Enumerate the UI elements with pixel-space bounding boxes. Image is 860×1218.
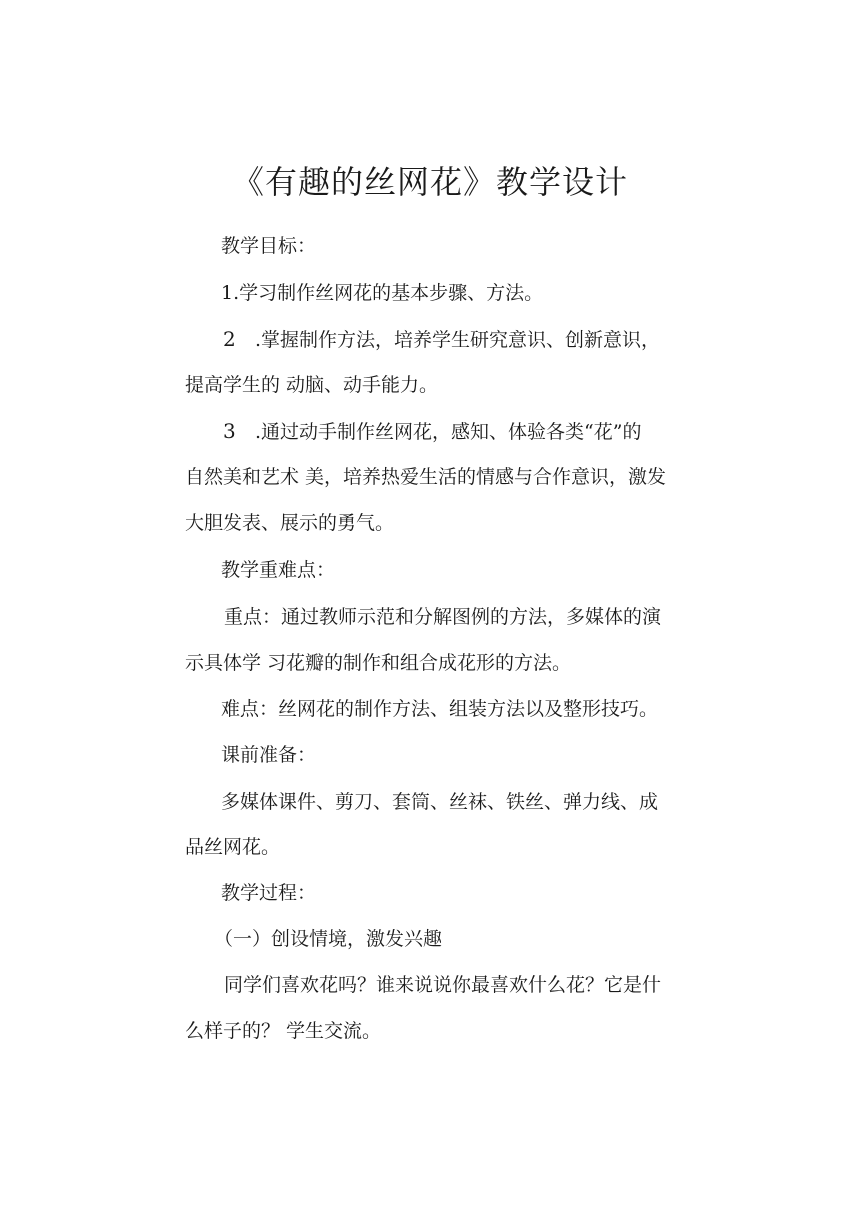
objective-2-line-1 <box>185 327 685 352</box>
prep-line-2: 品丝网花。 <box>185 836 281 858</box>
document-title: 《有趣的丝网花》教学设计 <box>231 163 628 201</box>
prep-line-1: 多媒体课件、剪刀、套筒、丝袜、铁丝、弹力线、成 <box>221 791 659 813</box>
objective-1: 1.学习制作丝网花的基本步骤、方法。 <box>221 282 544 304</box>
objective-3-number: 3 <box>223 419 236 443</box>
objective-3-text: .通过动手制作丝网花，感知、体验各类“花”的 <box>255 421 642 443</box>
section-1-heading: （一）创设情境，激发兴趣 <box>214 928 443 950</box>
section-1-line-2: 么样子的？ 学生交流。 <box>185 1020 382 1042</box>
objective-3-line-3: 大胆发表、展示的勇气。 <box>185 512 395 534</box>
process-heading: 教学过程： <box>221 882 317 904</box>
prep-heading: 课前准备： <box>221 744 317 766</box>
difficulty-line: 难点：丝网花的制作方法、组装方法以及整形技巧。 <box>221 698 659 720</box>
keypoint-line-1: 重点：通过教师示范和分解图例的方法，多媒体的演 <box>224 606 662 628</box>
objective-3-line-1 <box>185 419 685 444</box>
objective-2-text: .掌握制作方法，培养学生研究意识、创新意识， <box>255 329 661 351</box>
objectives-heading: 教学目标： <box>221 235 317 257</box>
objective-3-line-2: 自然美和艺术 美，培养热爱生活的情感与合作意识，激发 <box>185 466 667 488</box>
keypoints-heading: 教学重难点： <box>221 559 336 581</box>
keypoint-line-2: 示具体学 习花瓣的制作和组合成花形的方法。 <box>185 652 572 674</box>
objective-2-number: 2 <box>223 327 236 351</box>
objective-2-line-2: 提高学生的 动脑、动手能力。 <box>185 374 439 396</box>
section-1-line-1: 同学们喜欢花吗？谁来说说你最喜欢什么花？它是什 <box>224 974 662 996</box>
